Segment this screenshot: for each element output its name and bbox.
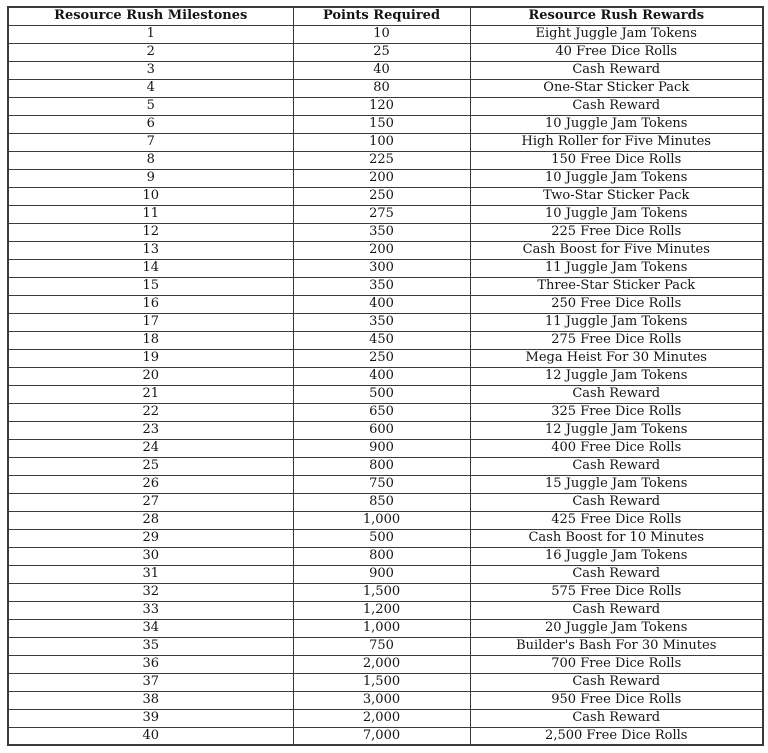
table-row [8, 457, 763, 475]
milestone-cell: 12 [8, 223, 293, 241]
milestone-cell: 10 [8, 187, 293, 205]
milestone-cell: 6 [8, 115, 293, 133]
points-cell: 500 [293, 529, 470, 547]
table-row [8, 205, 763, 223]
table-row [8, 79, 763, 97]
points-cell: 300 [293, 259, 470, 277]
reward-cell: Three-Star Sticker Pack [470, 277, 763, 295]
reward-cell: 325 Free Dice Rolls [470, 403, 763, 421]
points-cell: 500 [293, 385, 470, 403]
table-row [8, 547, 763, 565]
reward-cell: Eight Juggle Jam Tokens [470, 25, 763, 43]
points-cell: 100 [293, 133, 470, 151]
table-row [8, 259, 763, 277]
table-row [8, 619, 763, 637]
points-cell: 800 [293, 457, 470, 475]
reward-cell: 2,500 Free Dice Rolls [470, 727, 763, 745]
table-row [8, 385, 763, 403]
milestone-cell: 28 [8, 511, 293, 529]
points-cell: 3,000 [293, 691, 470, 709]
reward-cell: 12 Juggle Jam Tokens [470, 421, 763, 439]
reward-cell: Two-Star Sticker Pack [470, 187, 763, 205]
table-row [8, 331, 763, 349]
milestone-cell: 24 [8, 439, 293, 457]
milestone-cell: 26 [8, 475, 293, 493]
milestone-cell: 1 [8, 25, 293, 43]
points-cell: 750 [293, 637, 470, 655]
table-row [8, 43, 763, 61]
milestone-cell: 22 [8, 403, 293, 421]
milestone-cell: 37 [8, 673, 293, 691]
milestone-cell: 35 [8, 637, 293, 655]
points-cell: 1,000 [293, 511, 470, 529]
table-row [8, 565, 763, 583]
milestone-cell: 17 [8, 313, 293, 331]
points-cell: 120 [293, 97, 470, 115]
reward-cell: 275 Free Dice Rolls [470, 331, 763, 349]
milestone-cell: 27 [8, 493, 293, 511]
table-row [8, 97, 763, 115]
points-cell: 275 [293, 205, 470, 223]
reward-cell: Cash Boost for Five Minutes [470, 241, 763, 259]
table-row [8, 169, 763, 187]
table-row [8, 691, 763, 709]
points-cell: 900 [293, 565, 470, 583]
reward-cell: Cash Reward [470, 61, 763, 79]
table-row [8, 583, 763, 601]
reward-cell: Cash Reward [470, 97, 763, 115]
reward-cell: Mega Heist For 30 Minutes [470, 349, 763, 367]
table-row [8, 367, 763, 385]
points-cell: 200 [293, 169, 470, 187]
milestone-cell: 13 [8, 241, 293, 259]
points-cell: 7,000 [293, 727, 470, 745]
reward-cell: Cash Reward [470, 709, 763, 727]
table-row [8, 511, 763, 529]
points-cell: 1,200 [293, 601, 470, 619]
milestone-cell: 3 [8, 61, 293, 79]
reward-cell: 225 Free Dice Rolls [470, 223, 763, 241]
milestone-cell: 32 [8, 583, 293, 601]
table-header-row [8, 7, 763, 25]
reward-cell: 12 Juggle Jam Tokens [470, 367, 763, 385]
table-row [8, 403, 763, 421]
milestones-table [7, 6, 764, 746]
reward-cell: 11 Juggle Jam Tokens [470, 259, 763, 277]
table-row [8, 493, 763, 511]
points-cell: 10 [293, 25, 470, 43]
points-cell: 225 [293, 151, 470, 169]
reward-cell: 425 Free Dice Rolls [470, 511, 763, 529]
header-rewards: Resource Rush Rewards [470, 7, 763, 25]
table-row [8, 61, 763, 79]
reward-cell: Cash Reward [470, 385, 763, 403]
reward-cell: Cash Reward [470, 493, 763, 511]
milestone-cell: 38 [8, 691, 293, 709]
table-row [8, 25, 763, 43]
milestone-cell: 21 [8, 385, 293, 403]
points-cell: 400 [293, 367, 470, 385]
milestone-cell: 36 [8, 655, 293, 673]
points-cell: 1,500 [293, 583, 470, 601]
reward-cell: 250 Free Dice Rolls [470, 295, 763, 313]
milestone-cell: 19 [8, 349, 293, 367]
milestone-cell: 29 [8, 529, 293, 547]
reward-cell: Builder's Bash For 30 Minutes [470, 637, 763, 655]
header-milestones: Resource Rush Milestones [8, 7, 293, 25]
reward-cell: 11 Juggle Jam Tokens [470, 313, 763, 331]
table-row [8, 727, 763, 745]
milestone-cell: 18 [8, 331, 293, 349]
points-cell: 850 [293, 493, 470, 511]
table-row [8, 673, 763, 691]
table-row [8, 295, 763, 313]
points-cell: 350 [293, 277, 470, 295]
points-cell: 25 [293, 43, 470, 61]
reward-cell: Cash Reward [470, 565, 763, 583]
milestone-cell: 23 [8, 421, 293, 439]
table-row [8, 439, 763, 457]
points-cell: 650 [293, 403, 470, 421]
reward-cell: 40 Free Dice Rolls [470, 43, 763, 61]
reward-cell: 20 Juggle Jam Tokens [470, 619, 763, 637]
header-points: Points Required [293, 7, 470, 25]
reward-cell: High Roller for Five Minutes [470, 133, 763, 151]
reward-cell: 150 Free Dice Rolls [470, 151, 763, 169]
milestone-cell: 34 [8, 619, 293, 637]
milestone-cell: 39 [8, 709, 293, 727]
points-cell: 750 [293, 475, 470, 493]
milestone-cell: 8 [8, 151, 293, 169]
table-row [8, 655, 763, 673]
table-body [8, 25, 763, 745]
points-cell: 250 [293, 349, 470, 367]
points-cell: 2,000 [293, 655, 470, 673]
reward-cell: One-Star Sticker Pack [470, 79, 763, 97]
reward-cell: 400 Free Dice Rolls [470, 439, 763, 457]
milestone-cell: 4 [8, 79, 293, 97]
points-cell: 40 [293, 61, 470, 79]
points-cell: 800 [293, 547, 470, 565]
table-row [8, 187, 763, 205]
table-row [8, 637, 763, 655]
points-cell: 450 [293, 331, 470, 349]
points-cell: 400 [293, 295, 470, 313]
reward-cell: Cash Reward [470, 457, 763, 475]
milestone-cell: 20 [8, 367, 293, 385]
milestone-cell: 11 [8, 205, 293, 223]
milestone-cell: 31 [8, 565, 293, 583]
table-row [8, 133, 763, 151]
reward-cell: Cash Reward [470, 601, 763, 619]
points-cell: 1,000 [293, 619, 470, 637]
points-cell: 2,000 [293, 709, 470, 727]
milestone-cell: 5 [8, 97, 293, 115]
table-row [8, 241, 763, 259]
milestone-cell: 25 [8, 457, 293, 475]
reward-cell: 10 Juggle Jam Tokens [470, 205, 763, 223]
table-row [8, 529, 763, 547]
table-row [8, 115, 763, 133]
milestone-cell: 7 [8, 133, 293, 151]
points-cell: 600 [293, 421, 470, 439]
reward-cell: 950 Free Dice Rolls [470, 691, 763, 709]
milestone-cell: 30 [8, 547, 293, 565]
milestone-cell: 40 [8, 727, 293, 745]
reward-cell: 10 Juggle Jam Tokens [470, 169, 763, 187]
milestone-cell: 33 [8, 601, 293, 619]
table-row [8, 475, 763, 493]
table-row [8, 313, 763, 331]
table-row [8, 151, 763, 169]
table-row [8, 601, 763, 619]
points-cell: 900 [293, 439, 470, 457]
table-row [8, 709, 763, 727]
points-cell: 1,500 [293, 673, 470, 691]
reward-cell: 575 Free Dice Rolls [470, 583, 763, 601]
reward-cell: 15 Juggle Jam Tokens [470, 475, 763, 493]
table-row [8, 277, 763, 295]
points-cell: 250 [293, 187, 470, 205]
reward-cell: Cash Reward [470, 673, 763, 691]
table-row [8, 223, 763, 241]
points-cell: 350 [293, 223, 470, 241]
milestone-cell: 9 [8, 169, 293, 187]
table-row [8, 421, 763, 439]
points-cell: 350 [293, 313, 470, 331]
milestone-cell: 16 [8, 295, 293, 313]
points-cell: 150 [293, 115, 470, 133]
reward-cell: Cash Boost for 10 Minutes [470, 529, 763, 547]
points-cell: 80 [293, 79, 470, 97]
milestone-cell: 15 [8, 277, 293, 295]
milestone-cell: 2 [8, 43, 293, 61]
table-row [8, 349, 763, 367]
milestone-cell: 14 [8, 259, 293, 277]
reward-cell: 16 Juggle Jam Tokens [470, 547, 763, 565]
reward-cell: 700 Free Dice Rolls [470, 655, 763, 673]
points-cell: 200 [293, 241, 470, 259]
reward-cell: 10 Juggle Jam Tokens [470, 115, 763, 133]
